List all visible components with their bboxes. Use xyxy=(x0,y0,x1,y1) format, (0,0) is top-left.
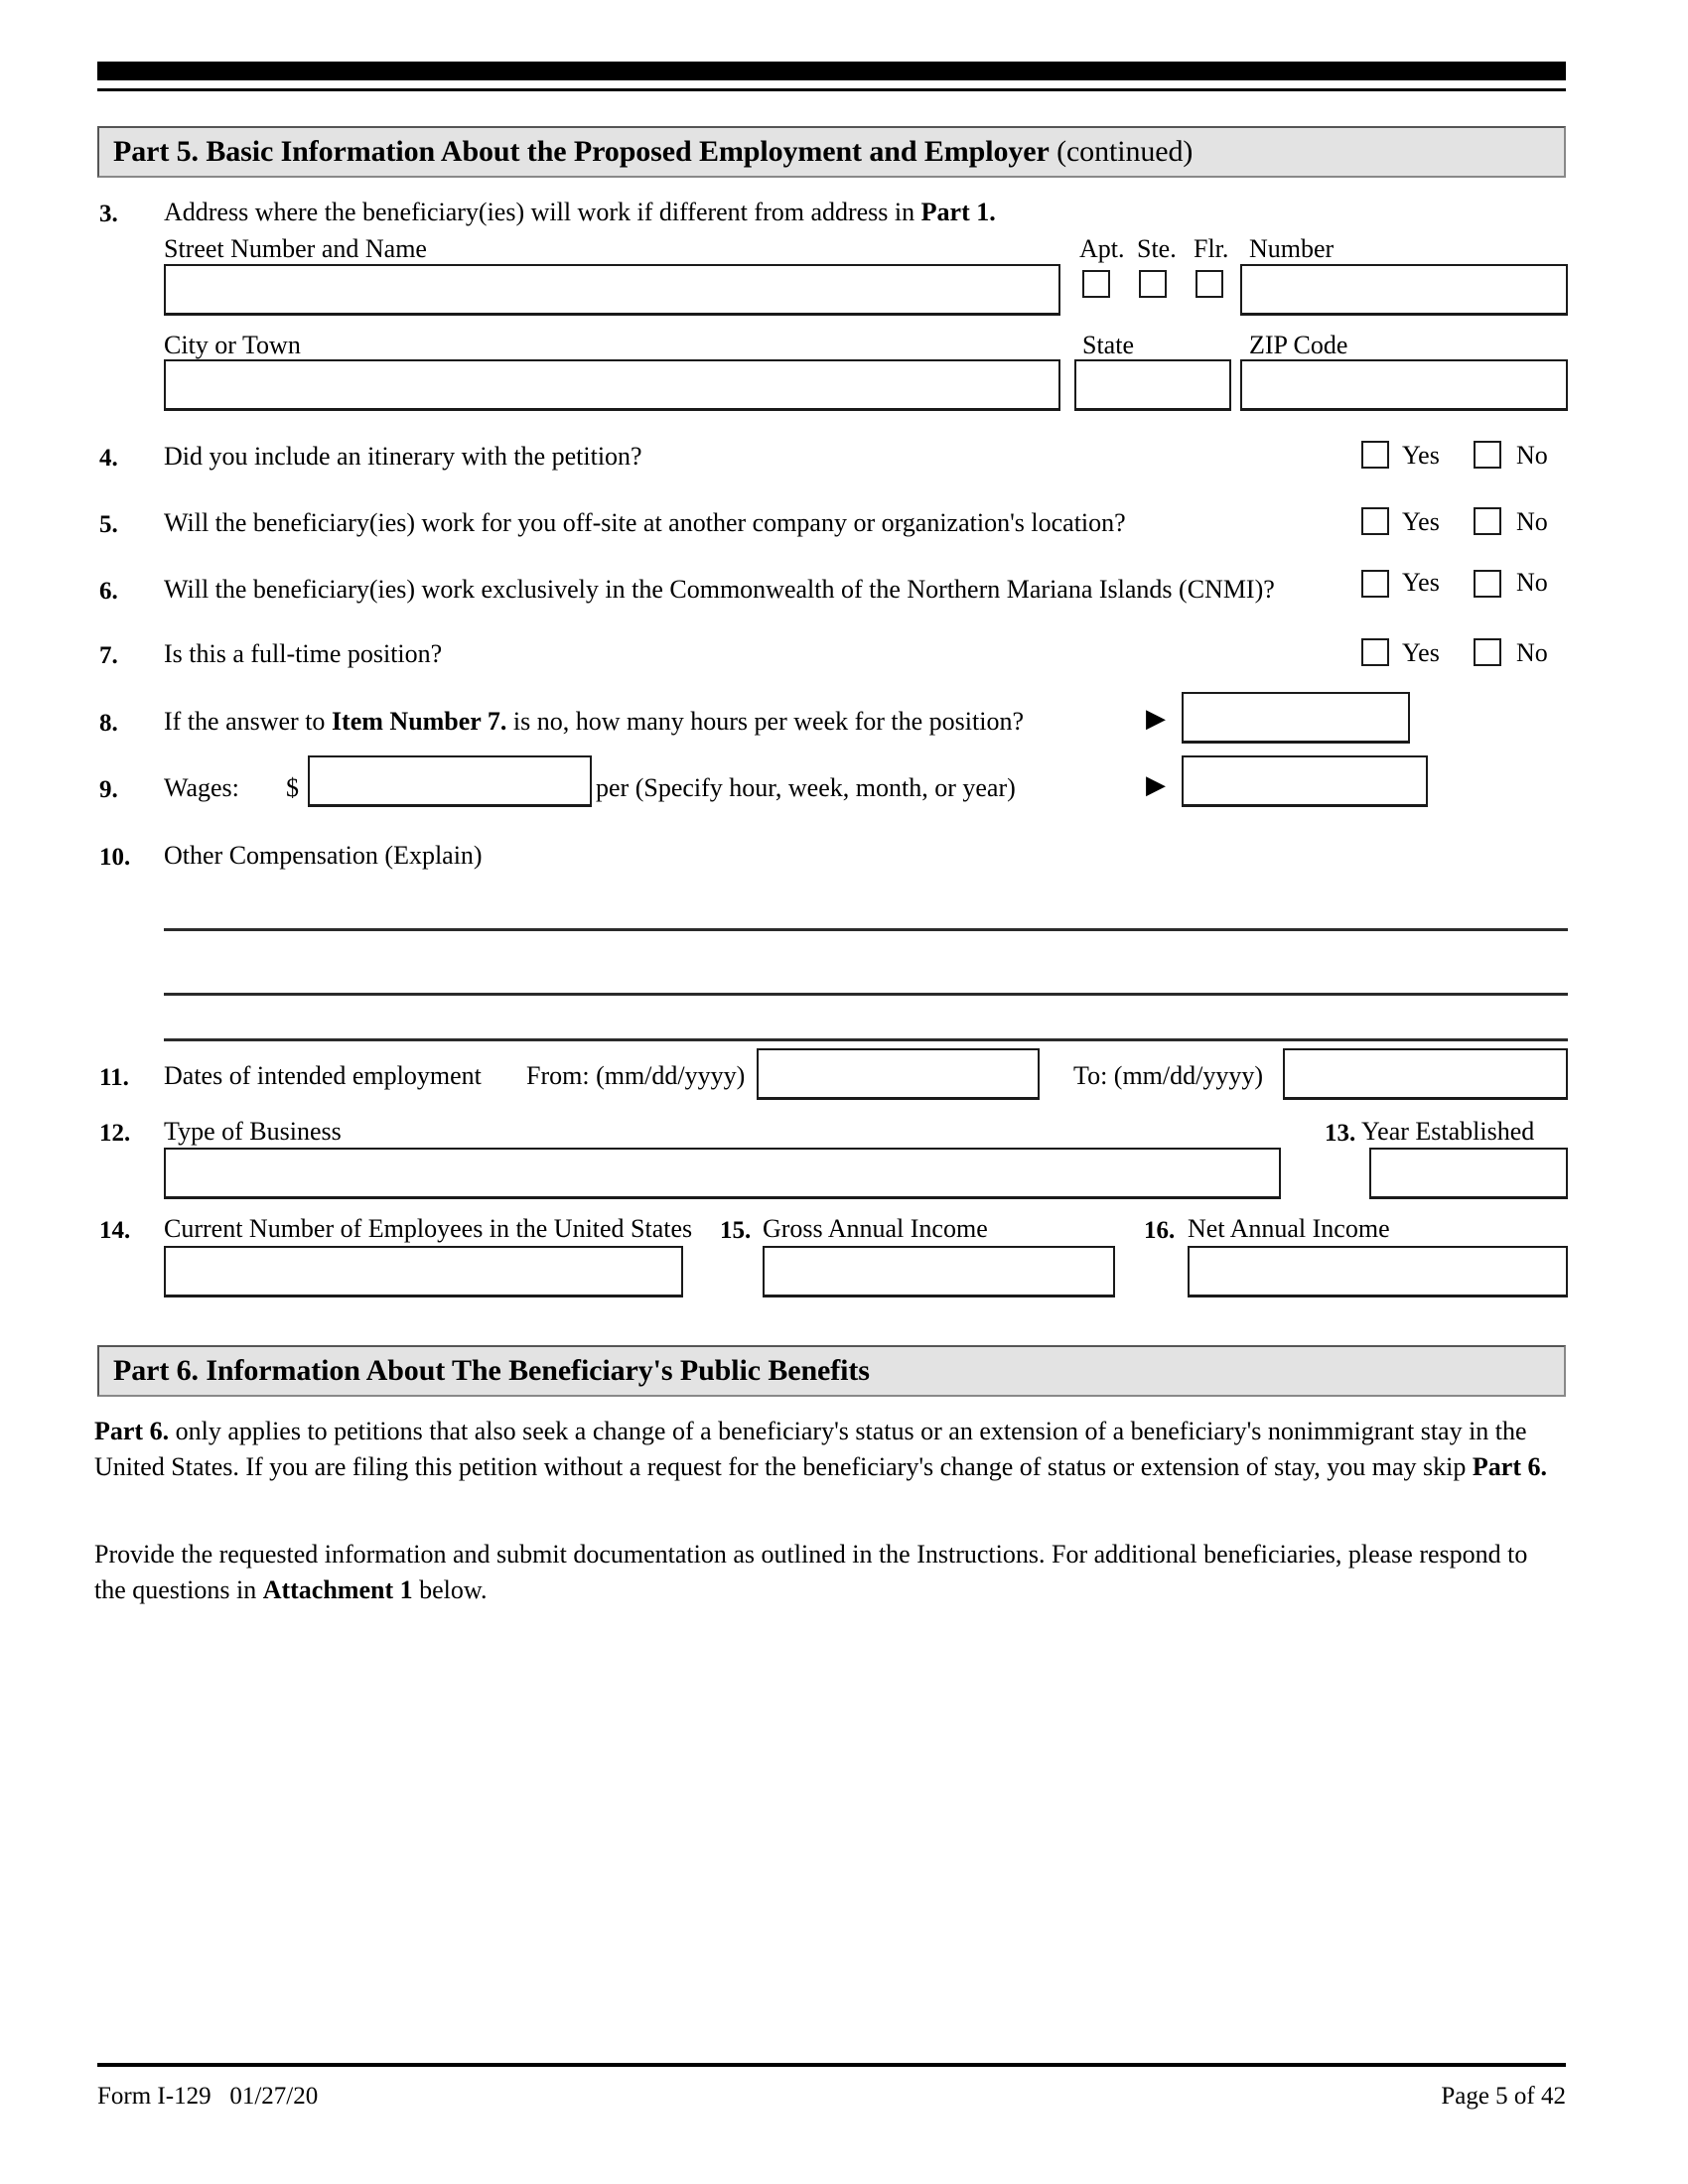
item-11-to-input[interactable] xyxy=(1283,1048,1568,1100)
part6-p2-attachment: Attachment 1 xyxy=(262,1574,413,1604)
item-7-no-label: No xyxy=(1516,638,1548,667)
flr-label: Flr. xyxy=(1194,234,1229,263)
item-8-question xyxy=(164,707,1024,737)
part6-section-header xyxy=(97,1345,1566,1397)
item-8-arrow-icon: ▶ xyxy=(1146,704,1166,733)
part6-paragraph-2 xyxy=(94,1537,1559,1608)
top-bar-gap xyxy=(97,80,1566,88)
state-input[interactable] xyxy=(1074,359,1231,411)
part6-p1-tail: Part 6. xyxy=(1472,1451,1547,1481)
footer-rule xyxy=(97,2063,1566,2067)
item-8-q-tail: is no, how many hours per week for the position? xyxy=(506,707,1025,736)
item-3-prompt-text: Address where the beneficiary(ies) will work if different from address in xyxy=(164,198,921,226)
item-9-wage-period-input[interactable] xyxy=(1182,755,1428,807)
item-8-hours-input[interactable] xyxy=(1182,692,1410,744)
item-10-line-1[interactable] xyxy=(164,928,1568,931)
item-4-number: 4. xyxy=(99,445,118,472)
item-14-input[interactable] xyxy=(164,1246,683,1297)
item-6-question: Will the beneficiary(ies) work exclusively in the Commonwealth of the Northern Mariana Islands (CNMI)? xyxy=(164,575,1275,604)
street-label: Street Number and Name xyxy=(164,234,427,263)
item-10-line-3[interactable] xyxy=(164,1038,1568,1041)
item-6-number: 6. xyxy=(99,578,118,605)
state-label: State xyxy=(1082,331,1134,359)
item-6-no-label: No xyxy=(1516,568,1548,597)
apt-checkbox[interactable] xyxy=(1082,270,1110,298)
item-7-question: Is this a full-time position? xyxy=(164,639,443,668)
item-5-number: 5. xyxy=(99,511,118,538)
item-13-number: 13. xyxy=(1325,1120,1356,1147)
item-5-yes-label: Yes xyxy=(1402,507,1440,536)
part6-p2-lead: Provide the requested information and submit documentation as outlined in the Instructions. For additional beneficiaries, please respond to the questions in xyxy=(94,1540,1528,1604)
item-3-prompt-part1: Part 1. xyxy=(920,198,996,226)
part6-p1-lead: Part 6. xyxy=(94,1417,170,1445)
item-16-label: Net Annual Income xyxy=(1188,1214,1390,1243)
item-9-arrow-icon: ▶ xyxy=(1146,770,1166,799)
item-4-no-checkbox[interactable] xyxy=(1474,441,1501,469)
item-7-no-checkbox[interactable] xyxy=(1474,638,1501,666)
item-11-label: Dates of intended employment xyxy=(164,1061,482,1090)
item-7-yes-label: Yes xyxy=(1402,638,1440,667)
item-4-yes-label: Yes xyxy=(1402,441,1440,470)
apt-number-label: Number xyxy=(1249,234,1335,263)
item-13-input[interactable] xyxy=(1369,1148,1568,1199)
item-6-no-checkbox[interactable] xyxy=(1474,570,1501,598)
item-8-number: 8. xyxy=(99,710,118,737)
item-4-question: Did you include an itinerary with the petition? xyxy=(164,442,642,471)
part6-p2-tail: below. xyxy=(412,1574,488,1604)
ste-checkbox[interactable] xyxy=(1139,270,1167,298)
top-black-bar xyxy=(97,62,1566,80)
item-10-line-2[interactable] xyxy=(164,993,1568,996)
item-11-from-input[interactable] xyxy=(757,1048,1040,1100)
item-5-no-checkbox[interactable] xyxy=(1474,507,1501,535)
item-7-number: 7. xyxy=(99,642,118,669)
top-thin-rule xyxy=(97,88,1566,91)
item-4-yes-checkbox[interactable] xyxy=(1361,441,1389,469)
item-5-no-label: No xyxy=(1516,507,1548,536)
item-5-yes-checkbox[interactable] xyxy=(1361,507,1389,535)
page-top-rule xyxy=(97,62,1566,91)
city-input[interactable] xyxy=(164,359,1060,411)
ste-label: Ste. xyxy=(1137,234,1177,263)
part5-section-header xyxy=(97,126,1566,178)
item-11-from-label: From: (mm/dd/yyyy) xyxy=(526,1061,746,1090)
item-12-number: 12. xyxy=(99,1120,131,1147)
item-15-input[interactable] xyxy=(763,1246,1115,1297)
item-8-q-lead: If the answer to xyxy=(164,707,332,736)
item-6-yes-checkbox[interactable] xyxy=(1361,570,1389,598)
item-14-label: Current Number of Employees in the United States xyxy=(164,1214,693,1243)
item-5-question: Will the beneficiary(ies) work for you off-site at another company or organization's location? xyxy=(164,508,1126,537)
part6-paragraph-1 xyxy=(94,1414,1559,1485)
item-6-yes-label: Yes xyxy=(1402,568,1440,597)
item-11-number: 11. xyxy=(99,1064,129,1091)
footer-form-name: Form I-129 xyxy=(97,2083,211,2110)
flr-checkbox[interactable] xyxy=(1196,270,1223,298)
item-11-to-label: To: (mm/dd/yyyy) xyxy=(1073,1061,1264,1090)
item-10-number: 10. xyxy=(99,844,131,871)
zip-label: ZIP Code xyxy=(1249,331,1348,359)
item-12-label: Type of Business xyxy=(164,1117,342,1146)
item-9-number: 9. xyxy=(99,776,118,803)
item-14-number: 14. xyxy=(99,1217,131,1244)
item-15-number: 15. xyxy=(720,1217,752,1244)
item-12-input[interactable] xyxy=(164,1148,1281,1199)
item-3-number: 3. xyxy=(99,201,118,227)
apt-label: Apt. xyxy=(1079,234,1125,263)
item-9-wage-amount-input[interactable] xyxy=(308,755,592,807)
item-3-prompt xyxy=(164,198,996,227)
part5-heading-strong: Part 5. Basic Information About the Proposed Employment and Employer xyxy=(113,135,1050,168)
part5-heading-continued: (continued) xyxy=(1049,135,1194,168)
item-16-number: 16. xyxy=(1144,1217,1176,1244)
street-input[interactable] xyxy=(164,264,1060,316)
item-9-per-label: per (Specify hour, week, month, or year) xyxy=(596,773,1016,802)
footer-form-date: 01/27/20 xyxy=(229,2083,319,2110)
item-9-dollar-sign: $ xyxy=(286,773,299,802)
item-10-label: Other Compensation (Explain) xyxy=(164,841,483,870)
apt-number-input[interactable] xyxy=(1240,264,1568,316)
item-7-yes-checkbox[interactable] xyxy=(1361,638,1389,666)
item-16-input[interactable] xyxy=(1188,1246,1568,1297)
item-13-label: Year Established xyxy=(1361,1117,1535,1146)
footer-form-id xyxy=(97,2083,318,2111)
item-15-label: Gross Annual Income xyxy=(763,1214,988,1243)
item-8-q-ref: Item Number 7. xyxy=(331,707,507,736)
part6-heading: Part 6. Information About The Beneficiary's Public Benefits xyxy=(113,1354,870,1387)
footer-page-number: Page 5 of 42 xyxy=(1441,2083,1566,2110)
city-label: City or Town xyxy=(164,331,301,359)
zip-input[interactable] xyxy=(1240,359,1568,411)
part6-p1-rest: only applies to petitions that also seek a change of a beneficiary's status or an extension of a beneficiary's nonimmigrant stay in the United States. If you are filing this petition without a request for the beneficiary's change of status or extension of stay, you may skip xyxy=(94,1417,1527,1481)
item-4-no-label: No xyxy=(1516,441,1548,470)
item-9-label: Wages: xyxy=(164,773,239,802)
